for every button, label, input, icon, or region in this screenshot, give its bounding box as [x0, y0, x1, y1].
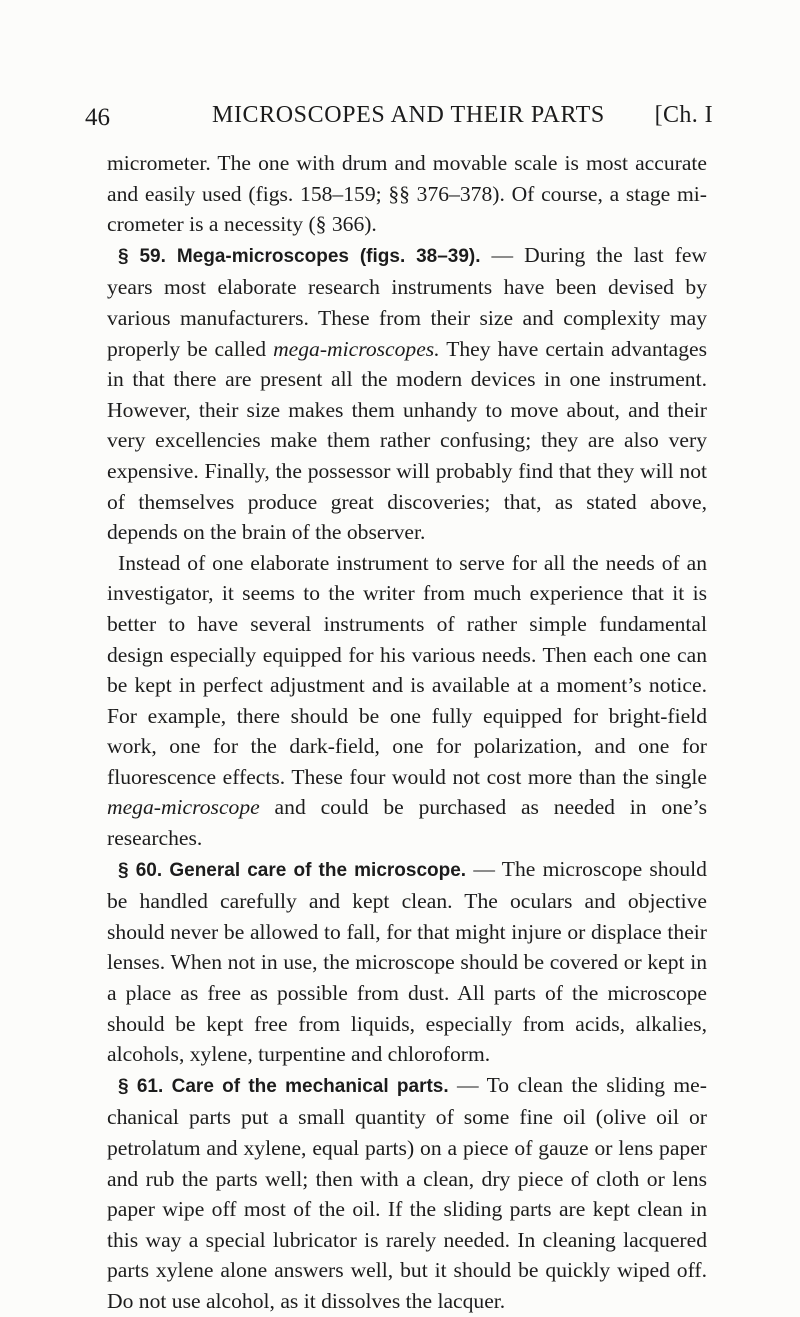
paragraph-text: They have certain advantages in that there are present all the modern devices in one instrument. However, their size makes them unhandy to move about, and their very excellencies make them rather confusing; they are also very expensive. Finally, the possessor will probably find that they will not of themselves produce great discoveries; that, as stated above, depends on the brain of the observer. — [107, 336, 707, 545]
emphasis-text: mega-microscopes. — [273, 336, 440, 361]
paragraph-text: micrometer. The one with drum and movable scale is most accurate and easily used (figs. 158–159; §§ 376–378). Of course, a stage micrometer is a necessity (§ 366). — [107, 151, 707, 237]
paragraph-text: Instead of one elaborate instrument to serve for all the needs of an investigator, it seems to the writer from much experience that it is better to have several instruments of rather simple fundamental design especially equipped for his various needs. Then each one can be kept in perfect adjustment and is available at a moment’s notice. For example, there should be one fully equipped for bright-field work, one for the dark-field, one for polarization, and one for fluorescence effects. These four would not cost more than the single — [107, 550, 707, 789]
chapter-reference: [Ch. I — [654, 102, 713, 128]
section-61: § 61. Care of the mechanical parts. — To clean the sliding mechanical parts put a small quantity of some fine oil (olive oil or petrolatum and xylene, equal parts) on a piece of gauze or lens paper and rub the parts well; then with a clean, dry piece of cloth or lens paper wipe off most of the oil. If the sliding parts are kept clean in this way a special lubricator is rarely needed. In cleaning lacquered parts xylene alone answers well, but it should be quickly wiped off. Do not use alcohol, as it dissolves the lacquer. — [107, 1072, 707, 1313]
page-number: 46 — [85, 104, 110, 131]
section-60: § 60. General care of the microscope. — The microscope should be handled carefully and kept clean. The oculars and objective should never be allowed to fall, for that might injure or displace their lenses. When not in use, the microscope should be covered or kept in a place as free as possible from dust. All parts of the microscope should be kept free from liquids, especially from acids, alkalies, alcohols, xylene, turpentine and chloroform. — [107, 856, 707, 1067]
section-number: § 61. — [118, 1075, 164, 1097]
paragraph-text: and could be purchased as needed in one’s researches. — [107, 795, 707, 851]
section-59: § 59. Mega-microscopes (figs. 38–39). — During the last few years most elaborate research instruments have been devised by various manufacturers. These from their size and complexity may properly be called mega-microscopes. They have certain advantages in that there are present all the modern devices in one instrument. However, their size makes them unhandy to move about, and their very excellencies make them rather confusing; they are also very expensive. Finally, the possessor will probably find that they will not of themselves produce great discoveries; that, as stated above, depends on the brain of the observer. — [107, 242, 708, 545]
running-header — [85, 100, 713, 134]
paragraph-text: During the last few years most elaborate research instruments have been devised by various manufacturers. These from their size and complexity may properly be called — [107, 242, 708, 361]
section-title: General care of the microscope. — [169, 859, 467, 881]
emphasis-text: mega-microscope — [107, 795, 260, 820]
paragraph-text: To clean the sliding mechanical parts put a small quantity of some fine oil (olive oil or petrolatum and xylene, equal parts) on a piece of gauze or lens paper and rub the parts well; then with a clean, dry piece of cloth or lens paper wipe off most of the oil. If the sliding parts are kept clean in this way a special lubricator is rarely needed. In cleaning lacquered parts xylene alone answers well, but it should be quickly wiped off. Do not use alcohol, as it dissolves the lacquer. — [107, 1072, 707, 1313]
section-number: § 60. — [118, 859, 163, 881]
paragraph-instead — [107, 548, 707, 854]
section-title: Mega-microscopes (figs. 38–39). — [176, 245, 481, 267]
paragraph-text: The microscope should be handled carefully and kept clean. The oculars and objective should never be allowed to fall, for that might injure or displace their lenses. When not in use, the microscope should be covered or kept in a place as free as possible from dust. All parts of the microscope should be kept free from liquids, especially from acids, alkalies, alcohols, xylene, turpentine and chloroform. — [107, 856, 707, 1067]
paragraph-continuation — [107, 148, 707, 240]
section-number: § 59. — [118, 245, 166, 267]
section-title: Care of the mechanical parts. — [171, 1075, 449, 1097]
running-title: MICROSCOPES AND THEIR PARTS — [212, 102, 605, 128]
body-text — [107, 148, 707, 1317]
